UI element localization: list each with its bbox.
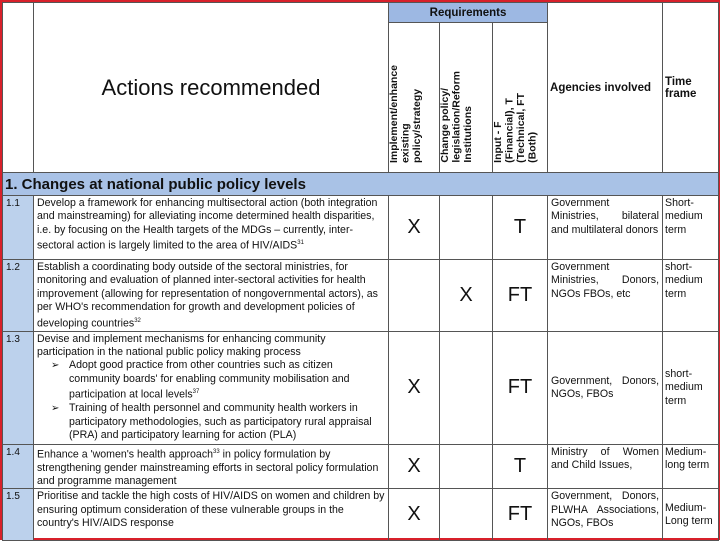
agencies-header: Agencies involved <box>548 3 663 173</box>
timeframe-cell: Medium-Long term <box>663 489 719 541</box>
agencies-cell: Government, Donors, NGOs, FBOs <box>548 331 663 444</box>
actions-title: Actions recommended <box>34 3 389 173</box>
action-text: Enhance a 'women's health approach$^{33}$ in policy formulation by strengthening gender mainstreaming efforts in sectoral policy formulation and programme management <box>34 444 389 489</box>
change-policy-header: Change policy/ legislation/Reform Institutions <box>440 23 493 173</box>
corner-cell <box>3 3 34 173</box>
bullet-list <box>37 359 385 442</box>
change-mark <box>440 331 493 444</box>
table-row <box>3 331 719 444</box>
implement-mark: X <box>389 196 440 260</box>
implement-mark <box>389 260 440 332</box>
input-mark: T <box>493 444 548 489</box>
implement-mark: X <box>389 444 440 489</box>
agencies-cell: Ministry of Women and Child Issues, <box>548 444 663 489</box>
input-header: Input - F (Financial), T (Technical, FT (Both) <box>493 23 548 173</box>
action-text: Devise and implement mechanisms for enhancing community participation in the national public policy making process ➢ Adopt good practice from other countries such as citizen community boards' for enabling community mobilisation and participation at local levels$^{37}$ ➢ Training of health personnel and community health workers in participatory methodologies, such as participatory rural appraisal (PRA) and participatory learning for action (PLA) <box>34 331 389 444</box>
table-row <box>3 260 719 332</box>
table-row <box>3 196 719 260</box>
change-mark <box>440 444 493 489</box>
implement-header: Implement/enhance existing policy/strategy <box>389 23 440 173</box>
row-number: 1.3 <box>3 331 34 444</box>
input-mark: FT <box>493 260 548 332</box>
input-mark: T <box>493 196 548 260</box>
change-mark <box>440 196 493 260</box>
action-text: Develop a framework for enhancing multisectoral action (both integration and mainstreaming) for alleviating income determined health disparities, i.e. by focusing on the Health targets of the MDGs – currently, inter-sectoral action is largely limited to the area of HIV/AIDS$^{31}$ <box>34 196 389 260</box>
timeframe-cell: short-medium term <box>663 260 719 332</box>
list-item: ➢ Adopt good practice from other countries such as citizen community boards' for enabling community mobilisation and participation at local levels$^{37}$ <box>51 359 385 402</box>
input-mark: FT <box>493 489 548 541</box>
action-text: Prioritise and tackle the high costs of HIV/AIDS on women and children by ensuring optimum consideration of these vulnerable groups in the country's HIV/AIDS response <box>34 489 389 541</box>
row-number: 1.2 <box>3 260 34 332</box>
agencies-cell: Government Ministries, Donors, NGOs FBOs, etc <box>548 260 663 332</box>
recommendations-table <box>2 2 719 541</box>
section-title: 1. Changes at national public policy levels <box>3 173 719 196</box>
timeframe-cell: Medium-long term <box>663 444 719 489</box>
timeframe-cell: short-medium term <box>663 331 719 444</box>
agencies-cell: Government, Donors, PLWHA Associations, NGOs, FBOs <box>548 489 663 541</box>
table-row <box>3 489 719 541</box>
implement-mark: X <box>389 489 440 541</box>
input-mark: FT <box>493 331 548 444</box>
list-item: ➢ Training of health personnel and community health workers in participatory methodologies, such as participatory rural appraisal (PRA) and participatory learning for action (PLA) <box>51 402 385 442</box>
implement-mark: X <box>389 331 440 444</box>
row-number: 1.5 <box>3 489 34 541</box>
agencies-cell: Government Ministries, bilateral and multilateral donors <box>548 196 663 260</box>
timeframe-header: Time frame <box>663 3 719 173</box>
row-number: 1.4 <box>3 444 34 489</box>
change-mark: X <box>440 260 493 332</box>
table-row <box>3 444 719 489</box>
change-mark <box>440 489 493 541</box>
row-number: 1.1 <box>3 196 34 260</box>
action-text: Establish a coordinating body outside of the sectoral ministries, for monitoring and evaluation of planned inter-sectoral activities for health improvement (allowing for representation of nongovernmental actors), as per WHO's recommendation for growth and development policies of developing countries$^{32}$ <box>34 260 389 332</box>
timeframe-cell: Short-medium term <box>663 196 719 260</box>
requirements-header: Requirements <box>389 3 548 23</box>
